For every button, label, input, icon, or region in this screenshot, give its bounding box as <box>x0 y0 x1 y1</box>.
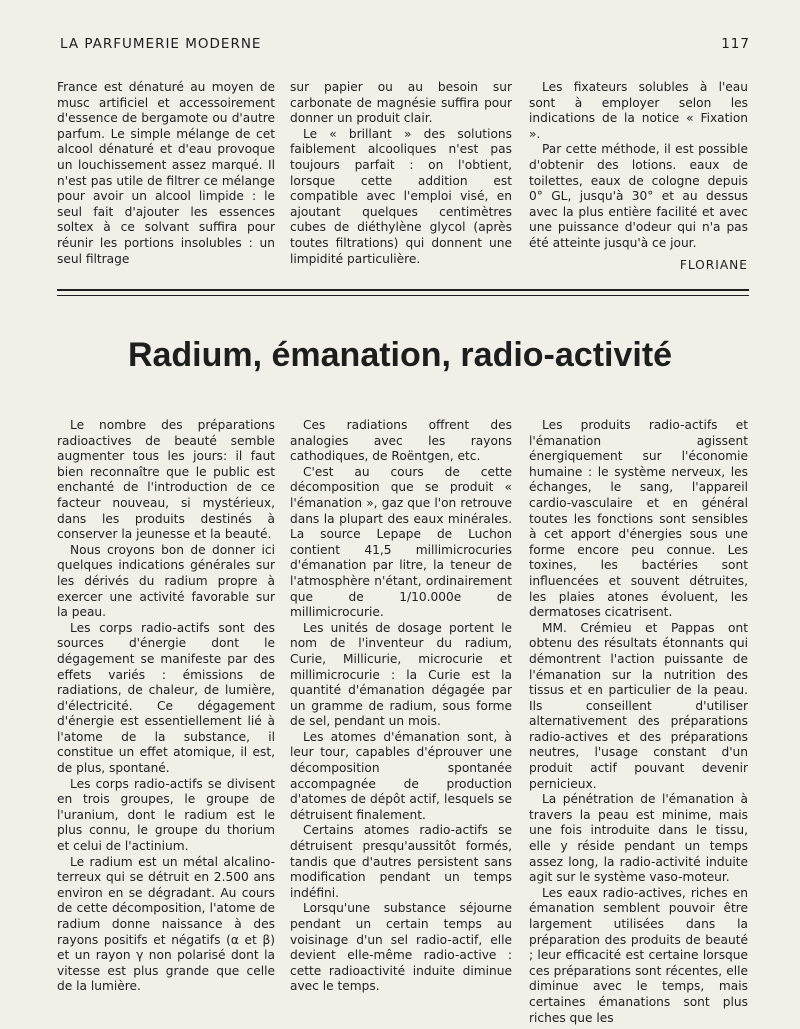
paragraph: C'est au cours de cette décomposition que se produit « l'émanation », gaz que l'on retrouve dans la plupart des eaux minérales. La source Lepape de Luchon contient 41,5 millimicrocuries d'émanation par litre, la teneur de l'atmosphère n'étant, ordinairement que de 1/10.000e de millimicrocurie. <box>290 464 512 620</box>
author-signature: FLORIANE <box>679 257 748 272</box>
paragraph: Les corps radio-actifs sont des sources d'énergie dont le dégagement se manifeste par des effets variés : émissions de radiations, de chaleur, de lumière, d'électricité. Ce dégagement d'énergie est essentiellement lié à l'atome de la substance, il constitue un effet atomique, il est, de plus, spontané. <box>57 620 275 776</box>
paragraph: Le nombre des préparations radioactives de beauté semble augmenter tous les jours: il faut bien reconnaître que le public est enchanté de l'introduction de ce facteur nouveau, si mystérieux, dans les produits destinés à conserver la jeunesse et la beauté. <box>57 418 275 542</box>
paragraph: Le « brillant » des solutions faiblement alcooliques n'est pas toujours parfait : on l'obtient, lorsque cette addition est compatible avec l'emploi visé, en ajoutant quelques centimètres cubes de diéthylène glycol (après toutes filtrations) qui donnent une limpidité particulière. <box>290 126 512 266</box>
paragraph: Par cette méthode, il est possible d'obtenir des lotions. eaux de toilettes, eaux de cologne depuis 0° GL, jusqu'à 30° et au dessus avec la plus entière facilité et avec une puissance d'odeur qui n'a pas été atteinte jusqu'à ce jour. <box>529 142 748 250</box>
paragraph: MM. Crémieu et Pappas ont obtenu des résultats étonnants qui démontrent l'action puissante de l'émanation sur la nutrition des tissus et en particulier de la peau. Ils conseillent d'utiliser alternativement des préparations radio-actives et des préparations neutres, l'usage constant d'un produit actif pouvant devenir pernicieux. <box>529 620 748 791</box>
paragraph: Les fixateurs solubles à l'eau sont à employer selon les indications de la notice « Fixation ». <box>529 80 748 141</box>
paragraph: La pénétration de l'émanation à travers la peau est minime, mais une fois introduite dans le tissu, elle y réside pendant un temps assez long, la radio-activité induite agit sur le système vaso-moteur. <box>529 792 748 885</box>
paragraph: Certains atomes radio-actifs se détruisent presqu'aussitôt formés, tandis que d'autres persistent sans modification pendant un temps indéfini. <box>290 823 512 900</box>
journal-name: LA PARFUMERIE MODERNE <box>60 36 262 52</box>
paragraph: Lorsqu'une substance séjourne pendant un certain temps au voisinage d'un sel radio-actif, elle devient elle-même radio-active : cette radioactivité induite diminue avec le temps. <box>290 901 512 994</box>
paragraph: Nous croyons bon de donner ici quelques indications générales sur les dérivés du radium propre à exercer une activité favorable sur la peau. <box>57 542 275 620</box>
page-number: 117 <box>721 36 750 52</box>
article-column-3 <box>529 418 748 1026</box>
paragraph: Le radium est un métal alcalino-terreux qui se détruit en 2.500 ans environ en se dégradant. Au cours de cette décomposition, l'atome de radium donne naissance à des rayons positifs et négatifs (α et β) et un rayon γ non polarisé dont la vitesse est plus grande que celle de la lumière. <box>57 854 275 994</box>
article-title: Radium, émanation, radio-activité <box>127 336 673 374</box>
section-divider-thick <box>57 289 749 291</box>
paragraph: Les unités de dosage portent le nom de l'inventeur du radium, Curie, Millicurie, microcurie et millimicrocurie : la Curie est la quantité d'émanation dégagée par un gramme de radium, sous forme de sel, pendant un mois. <box>290 620 512 729</box>
prev-article-column-3 <box>529 80 748 273</box>
paragraph: Les corps radio-actifs se divisent en trois groupes, le groupe de l'uranium, dont le radium est le plus connu, le groupe du thorium et celui de l'actinium. <box>57 776 275 854</box>
paragraph: Les atomes d'émanation sont, à leur tour, capables d'éprouver une décomposition spontanée accompagnée de production d'atomes de dépôt actif, lesquels se détruisent finalement. <box>290 729 512 822</box>
prev-article-column-1 <box>57 80 275 267</box>
paragraph: France est dénaturé au moyen de musc artificiel et accessoirement d'essence de bergamote ou d'autre parfum. Le simple mélange de cet alcool dénaturé et d'eau provoque un louchissement assez marqué. Il n'est pas utile de filtrer ce mélange pour avoir un alcool limpide : le seul fait d'ajouter les essences soltex à ce solvant suffira pour réunir les portions insolubles : un seul filtrage <box>57 80 275 266</box>
section-divider-thin <box>57 295 749 296</box>
paragraph: sur papier ou au besoin sur carbonate de magnésie suffira pour donner un produit clair. <box>290 80 512 126</box>
paragraph: Les produits radio-actifs et l'émanation agissent énergiquement sur l'économie humaine : le système nerveux, les échanges, le sang, l'appareil cardio-vasculaire et en général toutes les fonctions sont sensibles à cet apport d'énergies sous une forme encore peu connue. Les toxines, les bactéries sont influencées et souvent détruites, les plaies atones évoluent, les dermatoses cicatrisent. <box>529 418 748 620</box>
prev-article-column-2 <box>290 80 512 267</box>
article-column-1 <box>57 418 275 995</box>
paragraph: Ces radiations offrent des analogies avec les rayons cathodiques, de Roëntgen, etc. <box>290 418 512 464</box>
paragraph: Les eaux radio-actives, riches en émanation semblent pouvoir être largement utilisées dans la préparation des produits de beauté ; leur efficacité est certaine lorsque ces préparations sont récentes, elle diminue avec le temps, mais certaines émanations sont plus riches que les <box>529 885 748 1025</box>
running-header <box>60 36 750 52</box>
article-column-2 <box>290 418 512 995</box>
